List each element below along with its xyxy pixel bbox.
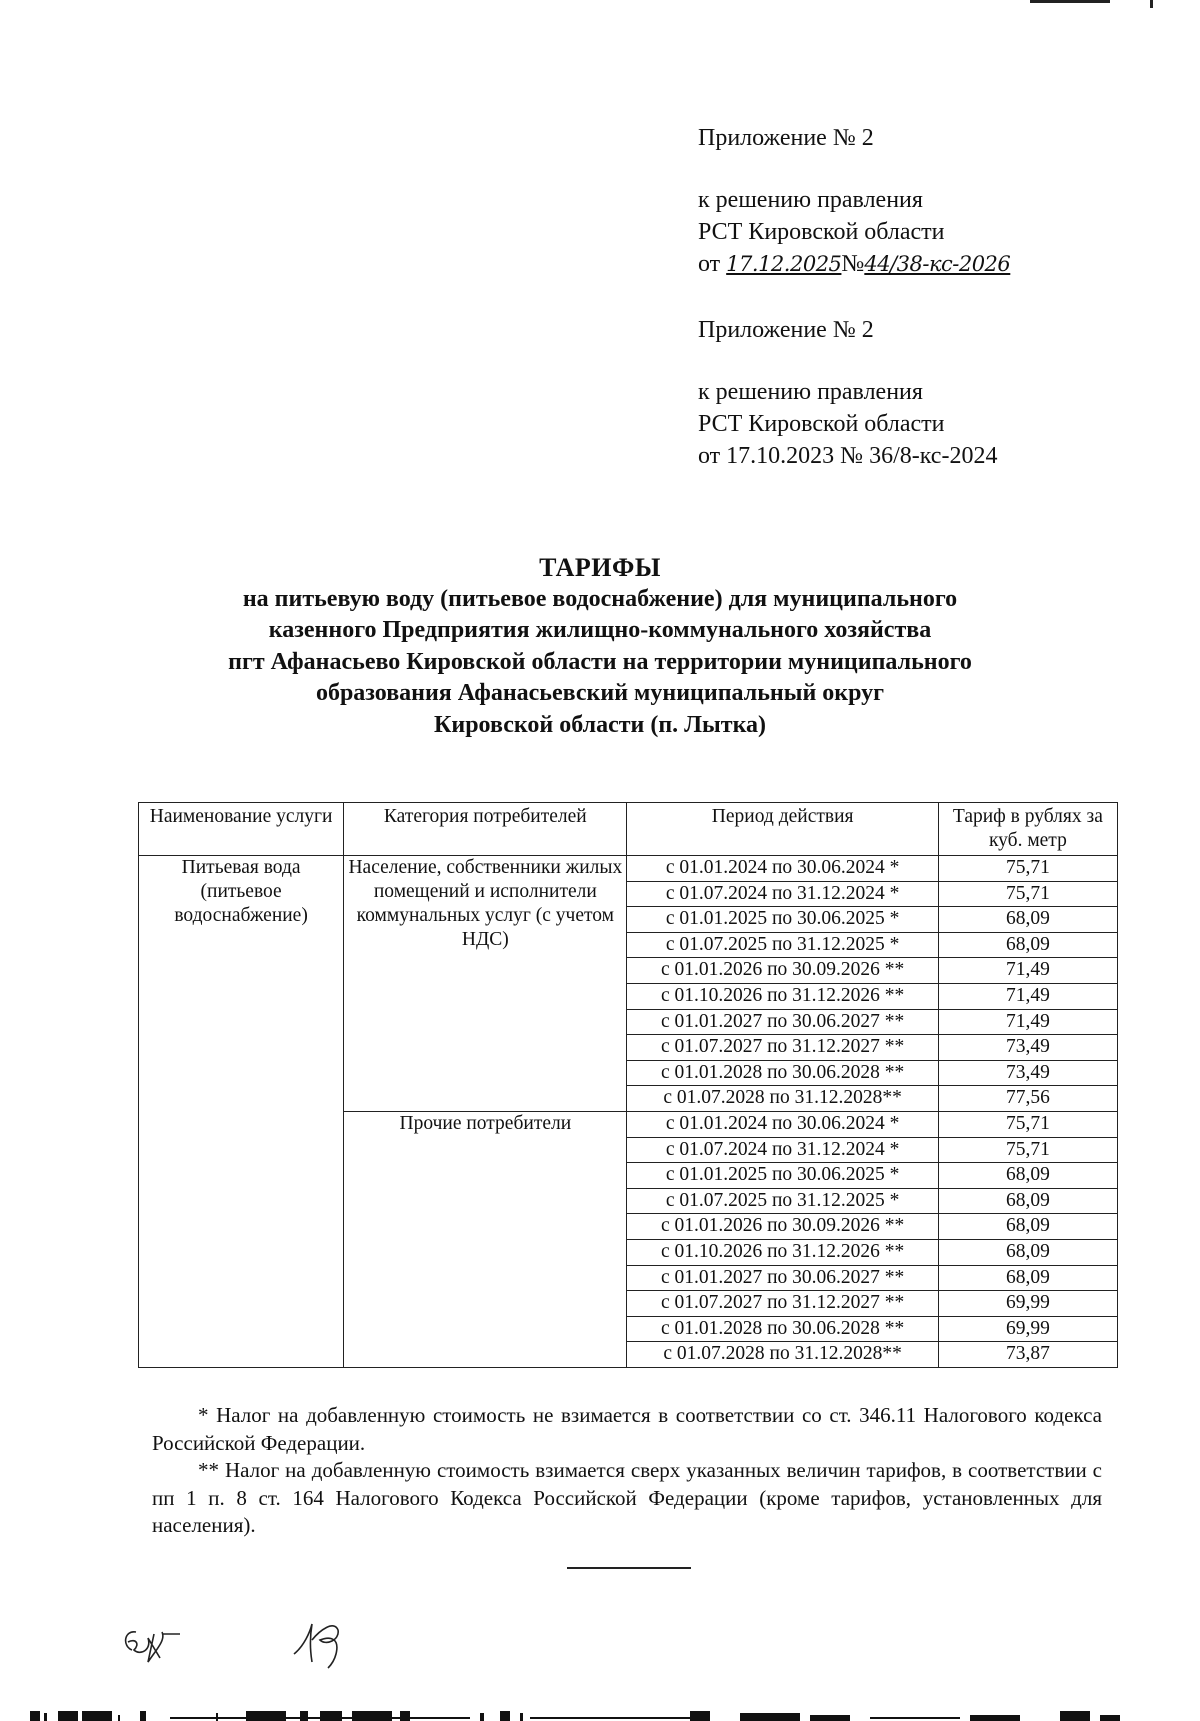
scan-barcode-strip — [0, 1709, 1200, 1721]
period-cell: с 01.07.2025 по 31.12.2025 * — [627, 932, 938, 958]
header-service: Наименование услуги — [139, 803, 344, 856]
period-cell: с 01.01.2025 по 30.06.2025 * — [627, 1163, 938, 1189]
title-line-2: казенного Предприятия жилищно-коммунального хозяйства — [268, 617, 932, 643]
appendix-new-date-line — [698, 248, 1168, 280]
scan-top-mark — [1030, 0, 1110, 3]
period-cell: с 01.07.2028 по 31.12.2028** — [627, 1342, 938, 1368]
document-title — [120, 552, 1080, 741]
tariff-cell: 75,71 — [938, 1111, 1117, 1137]
tariff-cell: 71,49 — [938, 983, 1117, 1009]
handwritten-number: 44/38-кс-2026 — [864, 252, 1011, 276]
appendix-old-line2: РСТ Кировской области — [698, 411, 945, 437]
title-main: ТАРИФЫ — [539, 553, 661, 582]
appendix-new — [698, 122, 1168, 280]
tariff-cell: 73,49 — [938, 1060, 1117, 1086]
service-name-cell: Питьевая вода (питьевое водоснабжение) — [139, 856, 344, 1368]
initials-signature — [118, 1620, 188, 1670]
tariff-cell: 68,09 — [938, 907, 1117, 933]
tariff-cell: 73,87 — [938, 1342, 1117, 1368]
appendix-new-title: Приложение № 2 — [698, 125, 874, 151]
footnote-double-star: ** Налог на добавленную стоимость взимается сверх указанных величин тарифов, в соответствии с пп 1 п. 8 ст. 164 Налогового Кодекса Российской Федерации (кроме тарифов, установленных для населения). — [152, 1458, 1102, 1537]
table-row — [139, 856, 1118, 882]
header-tariff: Тариф в рублях за куб. метр — [938, 803, 1117, 856]
tariff-cell: 68,09 — [938, 1265, 1117, 1291]
period-cell: с 01.01.2026 по 30.09.2026 ** — [627, 1214, 938, 1240]
tariff-table-body — [139, 856, 1118, 1368]
separator-line — [567, 1567, 691, 1569]
tariff-cell: 75,71 — [938, 881, 1117, 907]
appendix-old — [698, 314, 1168, 472]
period-cell: с 01.01.2025 по 30.06.2025 * — [627, 907, 938, 933]
period-cell: с 01.01.2026 по 30.09.2026 ** — [627, 958, 938, 984]
tariff-cell: 68,09 — [938, 1214, 1117, 1240]
appendix-old-line3: от 17.10.2023 № 36/8-кс-2024 — [698, 443, 998, 469]
number-sign: № — [841, 251, 865, 277]
period-cell: с 01.01.2027 по 30.06.2027 ** — [627, 1009, 938, 1035]
title-line-1: на питьевую воду (питьевое водоснабжение) для муниципального — [242, 585, 958, 612]
period-cell: с 01.07.2025 по 31.12.2025 * — [627, 1188, 938, 1214]
header-period: Период действия — [627, 803, 938, 856]
appendix-old-title: Приложение № 2 — [698, 317, 874, 343]
tariff-cell: 71,49 — [938, 958, 1117, 984]
tariff-cell: 68,09 — [938, 1188, 1117, 1214]
title-line-4: образования Афанасьевский муниципальный округ — [315, 680, 885, 706]
appendix-new-line1: к решению правления — [698, 187, 923, 213]
tariff-cell: 69,99 — [938, 1316, 1117, 1342]
period-cell: с 01.01.2028 по 30.06.2028 ** — [627, 1060, 938, 1086]
period-cell: с 01.01.2027 по 30.06.2027 ** — [627, 1265, 938, 1291]
tariff-cell: 69,99 — [938, 1291, 1117, 1317]
period-cell: с 01.07.2024 по 31.12.2024 * — [627, 1137, 938, 1163]
category-cell: Прочие потребители — [344, 1111, 627, 1367]
tariff-cell: 77,56 — [938, 1086, 1117, 1112]
appendix-old-line1: к решению правления — [698, 379, 923, 405]
scan-top-mark-tick — [1150, 0, 1153, 8]
period-cell: с 01.07.2024 по 31.12.2024 * — [627, 881, 938, 907]
period-cell: с 01.01.2028 по 30.06.2028 ** — [627, 1316, 938, 1342]
title-line-5: Кировской области (п. Лытка) — [433, 711, 767, 738]
signature — [290, 1610, 350, 1670]
period-cell: с 01.10.2026 по 31.12.2026 ** — [627, 983, 938, 1009]
tariff-cell: 75,71 — [938, 856, 1117, 882]
period-cell: с 01.01.2024 по 30.06.2024 * — [627, 856, 938, 882]
date-prefix: от — [698, 251, 721, 277]
tariff-cell: 68,09 — [938, 932, 1117, 958]
tariff-cell: 71,49 — [938, 1009, 1117, 1035]
table-header-row — [139, 803, 1118, 856]
handwritten-date: 17.12.2025 — [726, 252, 842, 276]
tariff-cell: 68,09 — [938, 1239, 1117, 1265]
category-cell: Население, собственники жилых помещений и исполнители коммунальных услуг (с учетом НДС) — [344, 856, 627, 1112]
tariff-cell: 73,49 — [938, 1035, 1117, 1061]
appendix-new-line2: РСТ Кировской области — [698, 219, 945, 245]
title-line-3: пгт Афанасьево Кировской области на территории муниципального — [228, 648, 972, 675]
header-category: Категория потребителей — [344, 803, 627, 856]
period-cell: с 01.07.2028 по 31.12.2028** — [627, 1086, 938, 1112]
period-cell: с 01.07.2027 по 31.12.2027 ** — [627, 1035, 938, 1061]
period-cell: с 01.01.2024 по 30.06.2024 * — [627, 1111, 938, 1137]
footnote-single-star: * Налог на добавленную стоимость не взимается в соответствии со ст. 346.11 Налогового кодекса Российской Федерации. — [152, 1403, 1102, 1455]
tariff-cell: 75,71 — [938, 1137, 1117, 1163]
tariff-table — [138, 802, 1118, 1368]
footnotes — [152, 1402, 1102, 1540]
tariff-cell: 68,09 — [938, 1163, 1117, 1189]
period-cell: с 01.10.2026 по 31.12.2026 ** — [627, 1239, 938, 1265]
period-cell: с 01.07.2027 по 31.12.2027 ** — [627, 1291, 938, 1317]
